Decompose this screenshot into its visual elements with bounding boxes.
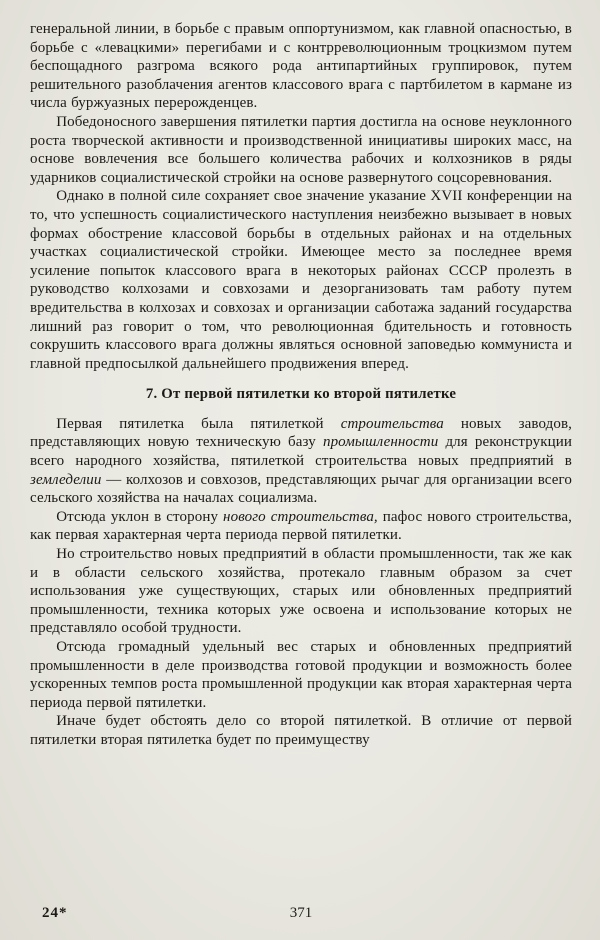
- text-run: новых заводов, представляющих новую техническую базу: [30, 415, 572, 451]
- text-run-italic: промышленности: [322, 434, 439, 451]
- text-run: Первая пятилетка была пятилеткой: [56, 415, 341, 432]
- section-heading: 7. От первой пятилетки ко второй пятилетке: [145, 386, 457, 403]
- text-run: — колхозов и совхозов, представляющих рычаг для организации всего сельского хозяйства на началах социализма.: [30, 471, 572, 507]
- paragraph: [30, 545, 572, 638]
- text-run: Однако в полной силе сохраняет свое значение указание XVII конференции на то, что успешность социалистического наступления неизбежно вызывает в новых формах обострение классовой борьбы в отдельных районах и на отдельных участках социалистической стройки. Имеющее место за последнее время усиление попыток классового врага в некоторых районах СССР пролезть в руководство колхозами и совхозами и дезорганизовать там работу путем вредительства в колхозах и совхозах и организации саботажа заданий государства лишний раз говорит о том, что революционная бдительность и готовность сокрушить классового врага должны являться основной заповедью коммуниста и главной предпосылкой дальнейшего продвижения вперед.: [30, 188, 572, 372]
- text-run: пафос нового строительства, как первая характерная черта периода первой пятилетки.: [30, 508, 572, 544]
- paragraph: [30, 187, 572, 373]
- paragraph: [30, 712, 572, 749]
- text-run: Иначе будет обстоять дело со второй пятилеткой. В отличие от первой пятилетки вторая пятилетка будет по преимуществу: [30, 713, 572, 748]
- text-run-italic: строительства: [340, 415, 444, 432]
- text-run: Но строительство новых предприятий в области промышленности, так же как и в области сельского хозяйства, протекало главным образом за счет использования уже существующих, старых или обновленных предприятий промышленности, техника которых уже освоена и использование которых не представляло особой трудности.: [30, 546, 572, 637]
- text-run: Отсюда уклон в сторону: [56, 508, 224, 525]
- print-signature: 24*: [42, 905, 68, 921]
- paragraph: [30, 508, 572, 545]
- paragraph: [30, 415, 572, 508]
- text-run: для реконструкции всего народного хозяйства, пятилеткой строительства новых предприятий в: [30, 434, 572, 470]
- paragraph: [30, 113, 572, 187]
- text-run-italic: земледелии: [30, 471, 102, 488]
- paragraph: [30, 638, 572, 712]
- text-run: генеральной линии, в борьбе с правым оппортунизмом, как главной опасностью, в борьбе с «левацкими» перегибами и с контрреволюционным троцкизмом путем беспощадного разгрома всякого рода антипартийных группировок, путем решительного разоблачения агентов классового врага с партбилетом в кармане из числа буржуазных перерожденцев.: [30, 21, 572, 112]
- page-footer: [30, 905, 572, 925]
- paragraph: [30, 20, 572, 113]
- text-run: Победоносного завершения пятилетки партия достигла на основе неуклонного роста творческой активности и производственной инициативы широких масс, на основе вовлечения все большего количества рабочих и колхозников в ряды ударников социалистической стройки на основе развернутого соцсоревнования.: [30, 113, 572, 186]
- page-number: 371: [289, 905, 313, 921]
- text-run: Отсюда громадный удельный вес старых и обновленных предприятий промышленности в деле производства готовой продукции и возможность более ускоренных темпов роста промышленной продукции как вторая характерная черта периода первой пятилетки.: [30, 639, 572, 711]
- text-run-italic: нового строительства,: [223, 508, 378, 525]
- text-column: [30, 20, 572, 750]
